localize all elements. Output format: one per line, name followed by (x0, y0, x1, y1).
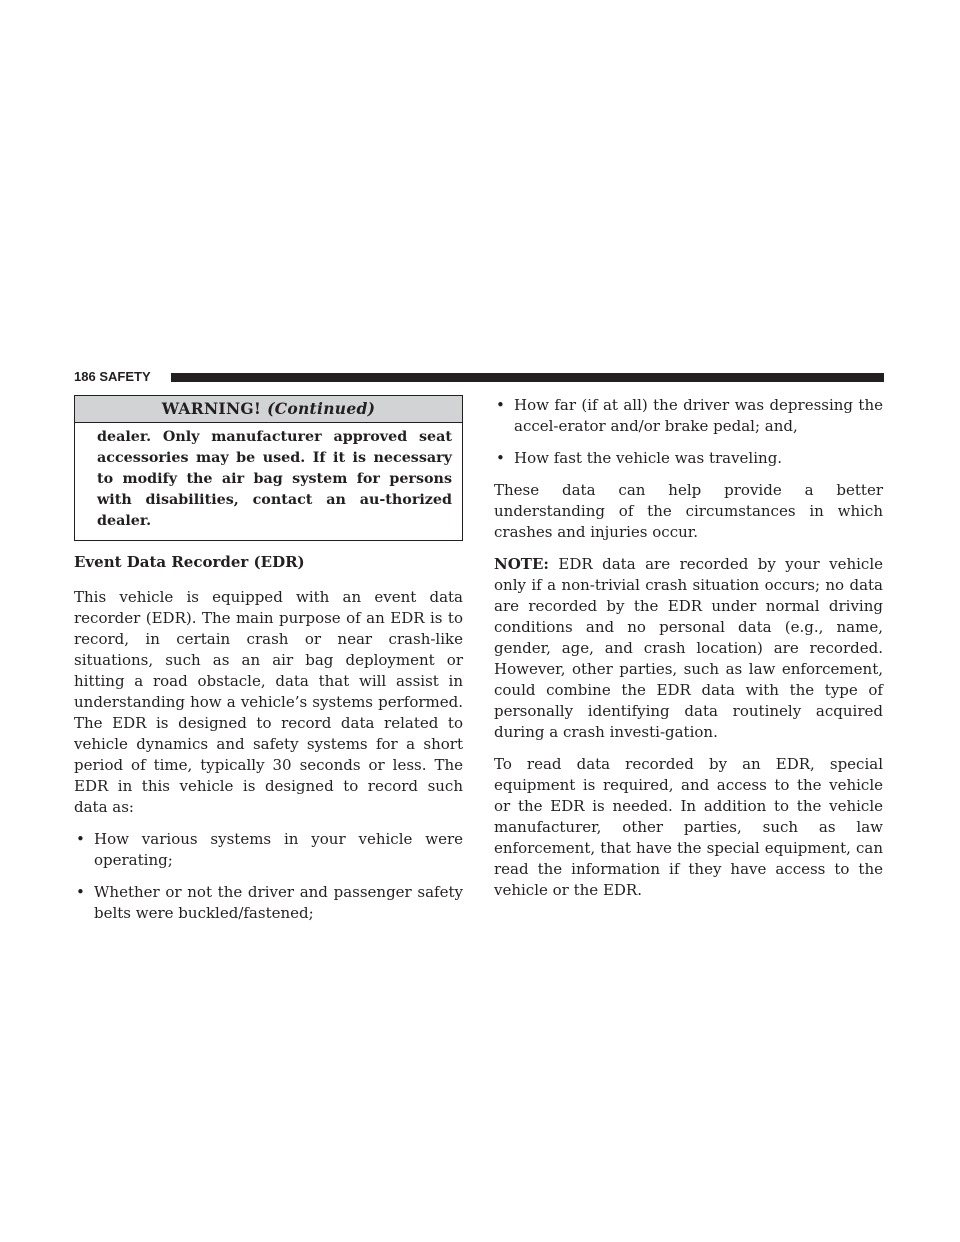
edr-data-list-right (494, 395, 883, 469)
page-number (74, 370, 151, 384)
read-data-paragraph: To read data recorded by an EDR, special equipment is required, and access to the vehicle or the EDR is needed. In addition to the vehicle manufacturer, other parties, such as law enforcement, that have the special equipment, can read the information if they have access to the vehicle or the EDR. (494, 755, 883, 899)
section-title: Event Data Recorder (EDR) (74, 553, 305, 571)
warning-title: WARNING! (161, 399, 262, 418)
warning-continued: (Continued) (267, 399, 376, 418)
understanding-paragraph: These data can help provide a better understanding of the circumstances in which crashes and injuries occur. (494, 481, 883, 541)
list-item (74, 882, 463, 924)
edr-data-list-left (74, 829, 463, 924)
section-name: SAFETY (99, 369, 151, 384)
bullet-icon: • (76, 883, 85, 901)
list-item (494, 448, 883, 469)
list-item-text: How far (if at all) the driver was depressing the accel-erator and/or brake pedal; and, (514, 396, 883, 435)
header-rule (171, 373, 884, 382)
list-item (494, 395, 883, 437)
list-item-text: How various systems in your vehicle were operating; (94, 830, 463, 869)
list-item (74, 829, 463, 871)
page-header (74, 370, 884, 384)
page-number-value: 186 (74, 369, 96, 384)
warning-text: dealer. Only manufacturer approved seat accessories may be used. If it is necessary to modify the air bag system for persons with disabilities, contact an au-thorized dealer. (97, 429, 452, 529)
edr-intro-paragraph: This vehicle is equipped with an event data recorder (EDR). The main purpose of an EDR is to record, in certain crash or near crash-like situations, such as an air bag deployment or hitting a road obstacle, data that will assist in understanding how a vehicle’s systems performed. The EDR is designed to record data related to vehicle dynamics and safety systems for a short period of time, typically 30 seconds or less. The EDR in this vehicle is designed to record such data as: (74, 588, 463, 816)
bullet-icon: • (496, 449, 505, 467)
bullet-icon: • (76, 830, 85, 848)
note-label: NOTE: (494, 555, 549, 573)
right-column (494, 395, 883, 912)
list-item-text: How fast the vehicle was traveling. (514, 449, 783, 467)
left-column (74, 395, 463, 935)
warning-box (74, 395, 463, 541)
bullet-icon: • (496, 396, 505, 414)
note-paragraph (494, 554, 883, 743)
list-item-text: Whether or not the driver and passenger safety belts were buckled/fastened; (94, 883, 463, 922)
warning-header (75, 396, 462, 423)
note-text: EDR data are recorded by your vehicle only if a non-trivial crash situation occurs; no data are recorded by the EDR under normal driving conditions and no personal data (e.g., name, gender, age, and crash location) are recorded. However, other parties, such as law enforcement, could combine the EDR data with the type of personally identifying data routinely acquired during a crash investi-gation. (494, 555, 883, 741)
